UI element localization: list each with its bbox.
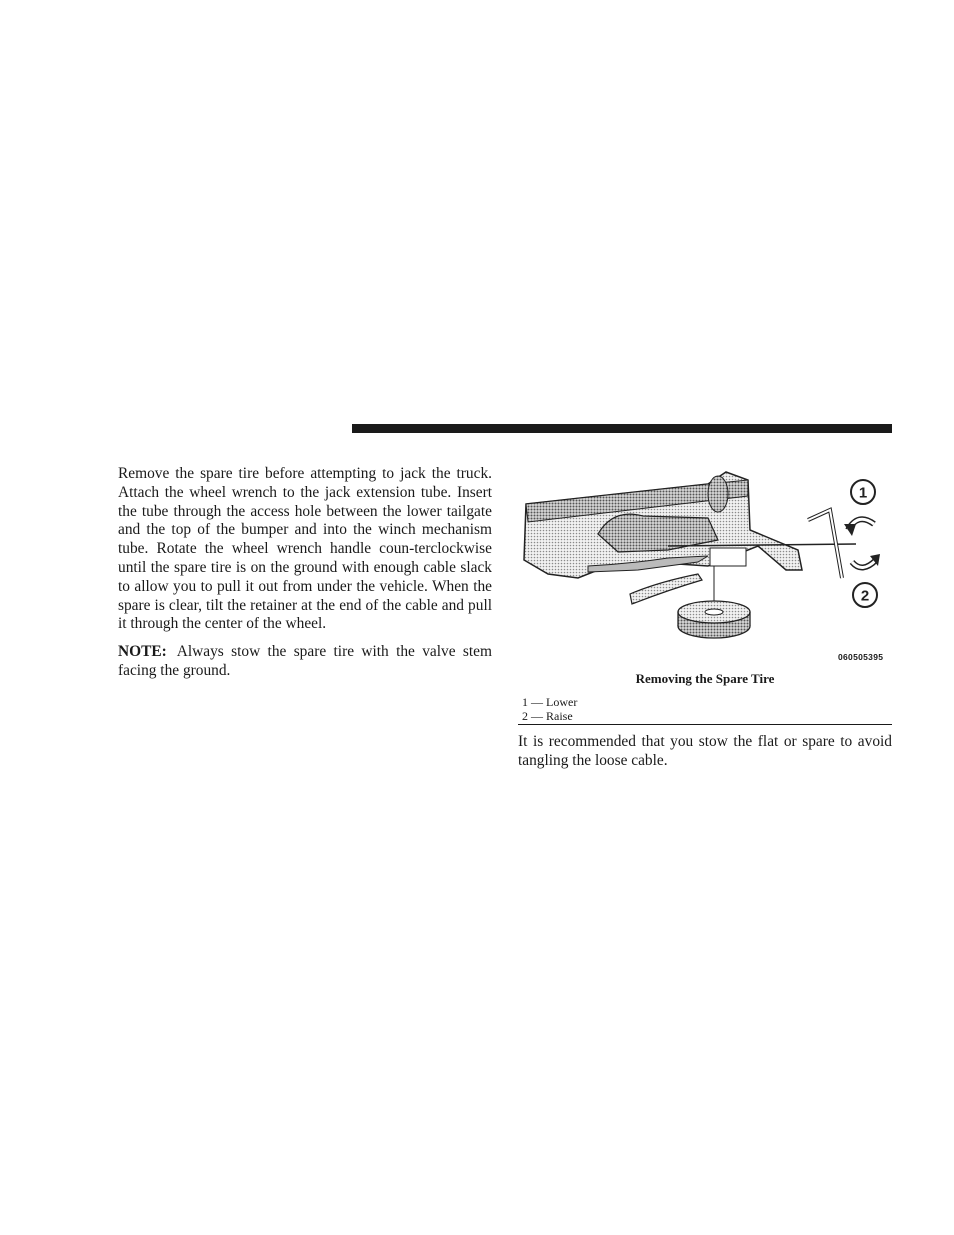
- figure-code: 060505395: [838, 652, 884, 662]
- figure-legend: [522, 695, 577, 723]
- legend-divider: [518, 724, 892, 725]
- legend-item: 1 — Lower: [522, 695, 578, 709]
- legend-item: 2 — Raise: [522, 709, 573, 723]
- section-header-rule: [352, 424, 892, 433]
- note-text: Always stow the spare tire with the valve stem facing the ground.: [118, 643, 492, 679]
- stowing-recommendation: It is recommended that you stow the flat or spare to avoid tangling the loose cable.: [518, 733, 892, 769]
- instruction-paragraph: Remove the spare tire before attempting to jack the truck. Attach the wheel wrench to the jack extension tube. Insert the tube through the access hole between the lower tailgate and the top of the bumper and into the winch mechanism tube. Rotate the wheel wrench handle coun-terclockwise until the spare tire is on the ground with enough cable slack to allow you to pull it out from under the vehicle. When the spare is clear, tilt the retainer at the end of the cable and pull it through the center of the wheel.: [118, 465, 492, 633]
- callout-2-badge: [853, 583, 877, 607]
- truck-bed-illustration: [524, 472, 856, 606]
- spare-tire-icon: [678, 601, 750, 638]
- callout-1-label: 1: [858, 484, 868, 502]
- figure-caption: Removing the Spare Tire: [635, 671, 775, 686]
- note-paragraph: [118, 643, 492, 681]
- note-label: NOTE:: [118, 643, 167, 661]
- callout-1-badge: [851, 480, 875, 504]
- rotate-counterclockwise-icon: [844, 519, 874, 536]
- callout-2-label: 2: [860, 587, 870, 605]
- left-column: [118, 465, 492, 690]
- rotate-clockwise-icon: [852, 554, 880, 568]
- spare-tire-illustration: [518, 466, 892, 656]
